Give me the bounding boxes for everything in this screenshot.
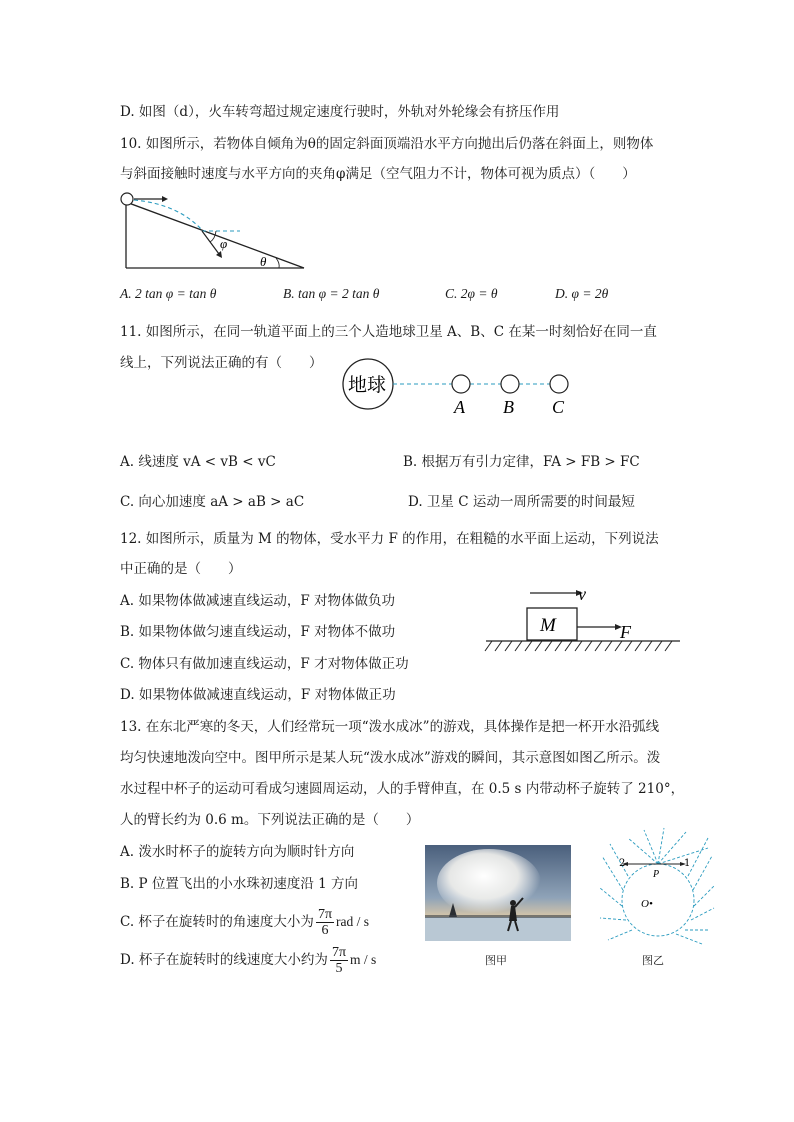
direction-1-label: 1 xyxy=(684,858,691,869)
q12-block-figure xyxy=(484,580,684,660)
q10-stem-line1: 10. 如图所示，若物体自倾角为θ的固定斜面顶端沿水平方向抛出后仍落在斜面上，则物体 xyxy=(120,136,654,152)
q10-incline-figure xyxy=(118,190,308,272)
q12-option-d: D. 如果物体做减速直线运动，F 对物体做正功 xyxy=(120,687,396,703)
q10-option-a: A. 2 tan φ = tan θ xyxy=(120,286,217,301)
q11-satellite-figure xyxy=(336,356,576,418)
q13-option-d-text: D. 杯子在旋转时的线速度大小约为 xyxy=(120,952,328,968)
velocity-label: v xyxy=(578,584,586,604)
q10-option-c: C. 2φ = θ xyxy=(445,286,498,301)
q13-stem-line3: 水过程中杯子的运动可看成匀速圆周运动，人的手臂伸直，在 0.5 s 内带动杯子旋转了 210°， xyxy=(120,781,685,797)
center-o-label: O• xyxy=(641,898,653,910)
satellite-c-label: C xyxy=(552,397,565,417)
q13-stem-line1: 13. 在东北严寒的冬天，人们经常玩一项“泼水成冰”的游戏，具体操作是把一杯开水沿弧线 xyxy=(120,719,660,735)
q11-option-c: C. 向心加速度 aA > aB > aC xyxy=(120,494,305,510)
figure-b-caption: 图乙 xyxy=(642,954,664,967)
mass-label: M xyxy=(540,615,556,636)
frac-denominator: 5 xyxy=(335,961,343,976)
q13-stem-line4: 人的臂长约为 0.6 m。下列说法正确的是（ ） xyxy=(120,812,420,828)
satellite-b xyxy=(501,375,519,393)
q10-theta-label: θ xyxy=(260,254,267,269)
q11-option-d: D. 卫星 C 运动一周所需要的时间最短 xyxy=(408,494,635,510)
satellite-b-label: B xyxy=(503,397,514,417)
q12-option-c: C. 物体只有做加速直线运动，F 才对物体做正功 xyxy=(120,656,409,672)
q13-option-d-fraction xyxy=(330,945,348,976)
q12-option-a: A. 如果物体做减速直线运动，F 对物体做负功 xyxy=(120,593,395,609)
q13-option-a: A. 泼水时杯子的旋转方向为顺时针方向 xyxy=(120,844,355,860)
q11-option-a: A. 线速度 vA < vB < vC xyxy=(120,454,276,470)
satellite-c xyxy=(550,375,568,393)
q9-option-d: D. 如图（d），火车转弯超过规定速度行驶时，外轨对外轮缘会有挤压作用 xyxy=(120,104,560,120)
q10-option-b: B. tan φ = 2 tan θ xyxy=(283,286,380,301)
q10-option-d: D. φ = 2θ xyxy=(555,286,609,301)
direction-2-label: 2 xyxy=(619,858,626,869)
figure-a-caption: 图甲 xyxy=(485,954,507,967)
q11-stem-line1: 11. 如图所示，在同一轨道平面上的三个人造地球卫星 A、B、C 在某一时刻恰好在同一直 xyxy=(120,324,657,340)
q13-option-c xyxy=(120,904,369,940)
frac-numerator: 7π xyxy=(331,945,347,960)
q12-stem-line1: 12. 如图所示，质量为 M 的物体，受水平力 F 的作用，在粗糙的水平面上运动，下列说法 xyxy=(120,531,659,547)
q11-stem-line2: 线上，下列说法正确的有（ ） xyxy=(120,355,323,371)
q13-option-c-text: C. 杯子在旋转时的角速度大小为 xyxy=(120,914,314,930)
q12-option-b: B. 如果物体做匀速直线运动，F 对物体不做功 xyxy=(120,624,396,640)
earth-label: 地球 xyxy=(348,374,387,396)
q13-option-d-unit: m / s xyxy=(350,952,377,967)
q12-stem-line2: 中正确的是（ ） xyxy=(120,561,242,577)
q13-option-d xyxy=(120,942,376,978)
frac-numerator: 7π xyxy=(317,907,333,922)
q13-option-c-fraction xyxy=(316,907,334,938)
q13-circle-diagram xyxy=(598,826,716,948)
point-p-label: P xyxy=(653,869,660,880)
force-label: F xyxy=(620,622,631,642)
satellite-a-label: A xyxy=(454,397,465,417)
frac-denominator: 6 xyxy=(321,923,329,938)
q13-photo-splash xyxy=(425,845,571,941)
q10-phi-label: φ xyxy=(220,236,228,251)
q10-stem-line2: 与斜面接触时速度与水平方向的夹角φ满足（空气阻力不计，物体可视为质点）（ ） xyxy=(120,166,636,182)
satellite-a xyxy=(452,375,470,393)
q13-option-c-unit: rad / s xyxy=(336,914,370,929)
q13-option-b: B. P 位置飞出的小水珠初速度沿 1 方向 xyxy=(120,876,359,892)
q11-option-b: B. 根据万有引力定律，FA > FB > FC xyxy=(403,454,640,470)
q13-stem-line2: 均匀快速地泼向空中。图甲所示是某人玩“泼水成冰”游戏的瞬间，其示意图如图乙所示。泼 xyxy=(120,750,661,766)
